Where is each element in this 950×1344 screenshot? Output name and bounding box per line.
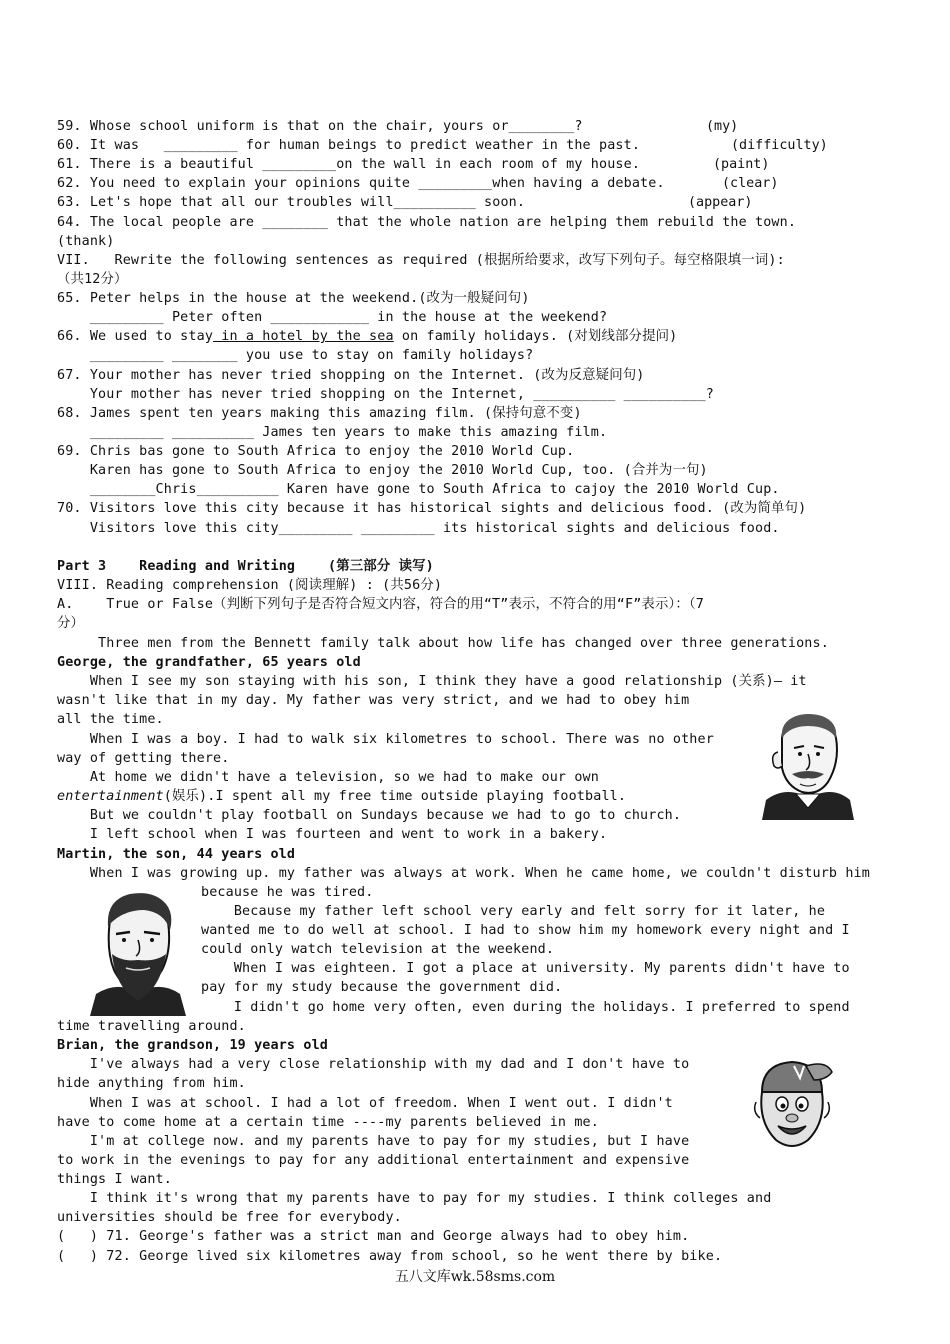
hint-59: (my): [706, 119, 739, 134]
martin-line: I didn't go home very often, even during the holidays. I preferred to spend: [201, 1000, 850, 1015]
brian-line: When I was at school. I had a lot of freedom. When I went out. I didn't: [57, 1096, 673, 1111]
question-64: 64. The local people are ________ that the whole nation are helping them rebuild the town.: [57, 215, 797, 230]
george-line: [57, 787, 626, 806]
brian-line: to work in the evenings to pay for any additional entertainment and expensive: [57, 1153, 690, 1168]
martin-portrait-image: [82, 890, 194, 1016]
george-line: At home we didn't have a television, so we had to make our own: [57, 770, 599, 785]
hint-60: (difficulty): [731, 138, 828, 153]
question-61: 61. There is a beautiful _________on the wall in each room of my house.: [57, 157, 641, 172]
question-72: ( ) 72. George lived six kilometres away from school, so he went there by bike.: [57, 1249, 723, 1264]
george-line: When I was a boy. I had to walk six kilometres to school. There was no other: [57, 732, 714, 747]
entertainment-word: entertainment: [57, 789, 164, 804]
martin-line: When I was eighteen. I got a place at university. My parents didn't have to: [201, 961, 850, 976]
hint-61: (paint): [713, 157, 770, 172]
martin-line: time travelling around.: [57, 1019, 246, 1034]
question-65-sentence: 65. Peter helps in the house at the weekend.(改为一般疑问句): [57, 291, 530, 306]
question-66-post: on family holidays. (对划线部分提问): [393, 329, 678, 344]
martin-line: because he was tired.: [201, 885, 374, 900]
question-65-answer: _________ Peter often ____________ in the house at the weekend?: [57, 310, 608, 325]
question-69-sentence-2: Karen has gone to South Africa to enjoy the 2010 World Cup, too. (合并为一句): [57, 463, 708, 478]
footer-watermark: 五八文库wk.58sms.com: [394, 1269, 556, 1285]
hint-64: (thank): [57, 234, 115, 249]
question-67-sentence: 67. Your mother has never tried shopping on the Internet. (改为反意疑问句): [57, 368, 645, 383]
brian-portrait-image: [748, 1052, 836, 1156]
martin-line: Because my father left school very early and felt sorry for it later, he: [201, 904, 826, 919]
part-3-heading: Part 3 Reading and Writing (第三部分 读写): [57, 559, 434, 574]
george-line: I left school when I was fourteen and went to work in a bakery.: [57, 827, 608, 842]
martin-heading: Martin, the son, 44 years old: [57, 847, 296, 862]
george-line: all the time.: [57, 712, 164, 727]
george-line: way of getting there.: [57, 751, 230, 766]
brian-line: have to come home at a certain time ----my parents believed in me.: [57, 1115, 599, 1130]
george-heading: George, the grandfather, 65 years old: [57, 655, 361, 670]
question-71: ( ) 71. George's father was a strict man and George always had to obey him.: [57, 1229, 690, 1244]
brian-line: I think it's wrong that my parents have to pay for my studies. I think colleges and: [57, 1191, 772, 1206]
martin-line: pay for my study because the government did.: [201, 980, 563, 995]
brian-line: things I want.: [57, 1172, 172, 1187]
question-66-answer: _________ ________ you use to stay on family holidays?: [57, 348, 534, 363]
martin-line: could only watch television at the weekend.: [201, 942, 555, 957]
question-60: 60. It was _________ for human beings to predict weather in the past.: [57, 138, 641, 153]
brian-line: universities should be free for everybody.: [57, 1210, 402, 1225]
question-68-sentence: 68. James spent ten years making this amazing film. (保持句意不变): [57, 406, 582, 421]
question-66-underlined: in a hotel by the sea: [213, 329, 394, 344]
section-a-instructions: A. True or False（判断下列句子是否符合短文内容，符合的用“T”表示，不符合的用“F”表示）：（7: [57, 597, 704, 612]
brian-line: I've always had a very close relationship with my dad and I don't have to: [57, 1057, 690, 1072]
brian-line: I'm at college now. and my parents have to pay for my studies, but I have: [57, 1134, 690, 1149]
question-59: 59. Whose school uniform is that on the chair, yours or________?: [57, 119, 583, 134]
section-vii-title: VII. Rewrite the following sentences as required (根据所给要求，改写下列句子。每空格限填一词):: [57, 253, 785, 268]
george-line-rest: (娱乐).I spent all my free time outside playing football.: [163, 789, 627, 804]
section-viii-title: VIII. Reading comprehension (阅读理解) : (共56分): [57, 578, 443, 593]
question-69-answer: ________Chris__________ Karen have gone to South Africa to cajoy the 2010 World Cup.: [57, 482, 780, 497]
george-portrait-image: [752, 708, 864, 820]
martin-line: wanted me to do well at school. I had to show him my homework every night and I: [201, 923, 850, 938]
question-70-answer: Visitors love this city_________ _________ its historical sights and delicious food.: [57, 521, 780, 536]
question-69-sentence-1: 69. Chris bas gone to South Africa to enjoy the 2010 World Cup.: [57, 444, 575, 459]
section-a-points: 分）: [57, 616, 85, 631]
question-68-answer: _________ __________ James ten years to make this amazing film.: [57, 425, 608, 440]
hint-63: (appear): [688, 195, 753, 210]
george-line: But we couldn't play football on Sundays because we had to go to church.: [57, 808, 682, 823]
question-66-sentence: [57, 327, 677, 346]
george-line: wasn't like that in my day. My father was very strict, and we had to obey him: [57, 693, 690, 708]
question-62: 62. You need to explain your opinions quite _________when having a debate.: [57, 176, 665, 191]
george-line: When I see my son staying with his son, I think they have a good relationship (关系)— it: [57, 674, 807, 689]
question-67-answer: Your mother has never tried shopping on the Internet, __________ __________?: [57, 387, 714, 402]
martin-line: When I was growing up. my father was always at work. When he came home, we couldn't disturb him: [57, 866, 870, 881]
brian-heading: Brian, the grandson, 19 years old: [57, 1038, 328, 1053]
brian-line: hide anything from him.: [57, 1076, 246, 1091]
question-66-pre: 66. We used to stay: [57, 329, 214, 344]
passage-intro: Three men from the Bennett family talk about how life has changed over three generations.: [57, 636, 829, 651]
hint-62: (clear): [722, 176, 779, 191]
question-63: 63. Let's hope that all our troubles will__________ soon.: [57, 195, 526, 210]
question-70-sentence: 70. Visitors love this city because it has historical sights and delicious food. (改为简单句): [57, 501, 807, 516]
section-vii-points: （共12分）: [57, 272, 128, 287]
